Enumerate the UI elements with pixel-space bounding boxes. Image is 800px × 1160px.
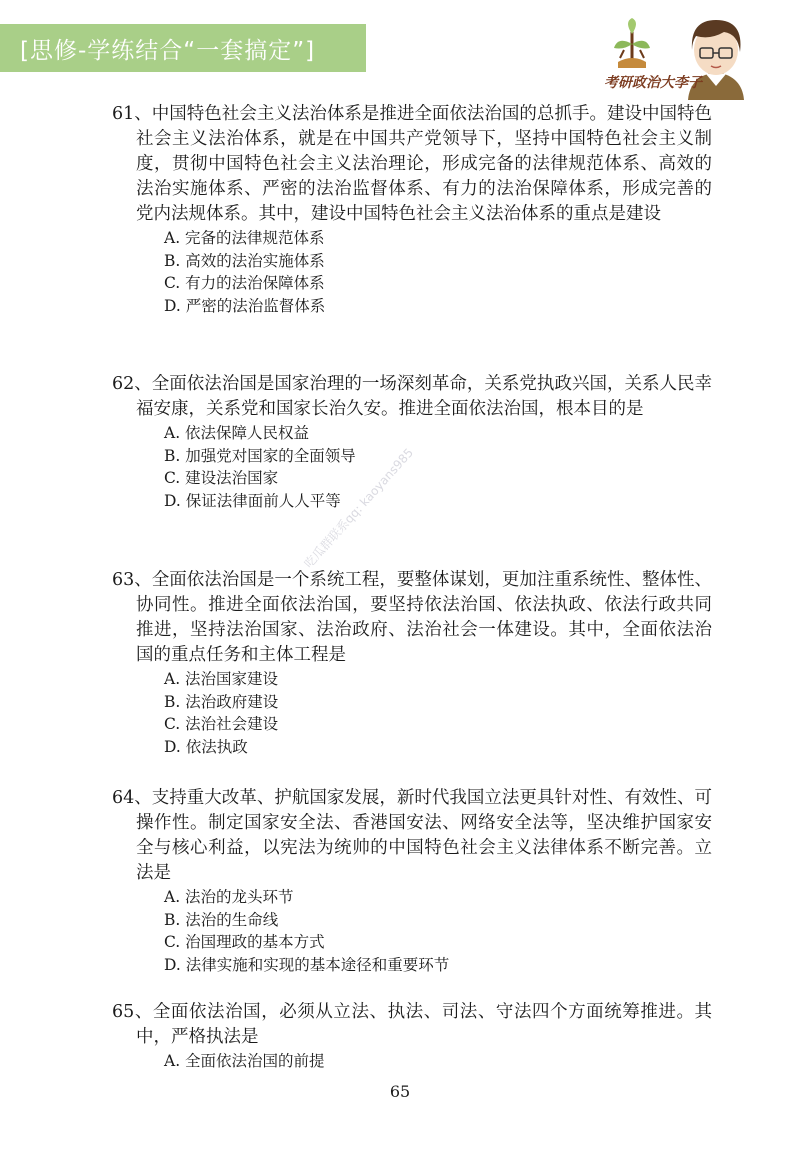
question-stem: 63、全面依法治国是一个系统工程，要整体谋划，更加注重系统性、整体性、协同性。推进全面依法治国，要坚持依法治国、依法执政、依法行政共同推进，坚持法治国家、法治政府、法治社会一体建设。其中，全面依法治国的重点任务和主体工程是	[112, 570, 712, 665]
watermark: 吃瓜群联系qq: kaoyans985	[301, 445, 417, 571]
header-title: [思修-学练结合“一套搞定”]	[20, 37, 316, 64]
question-64	[112, 786, 712, 976]
option-a: A. 法治的龙头环节	[164, 888, 294, 906]
option-a: A. 法治国家建设	[164, 670, 279, 688]
option-b: B. 法治政府建设	[164, 692, 279, 711]
option-d: D. 法律实施和实现的基本途径和重要环节	[164, 955, 450, 974]
question-stem: 64、支持重大改革、护航国家发展，新时代我国立法更具针对性、有效性、可操作性。制定国家安全法、香港国安法、网络安全法等，坚决维护国家安全与核心利益，以宪法为统帅的中国特色社会主义法律体系不断完善。立法是	[112, 788, 712, 883]
question-stem: 61、中国特色社会主义法治体系是推进全面依法治国的总抓手。建设中国特色社会主义法治体系，就是在中国共产党领导下，坚持中国特色社会主义制度，贯彻中国特色社会主义法治理论，形成完备的法律规范体系、高效的法治实施体系、严密的法治监督体系、有力的法治保障体系，形成完善的党内法规体系。其中，建设中国特色社会主义法治体系的重点是建设	[112, 104, 712, 224]
question-62	[112, 372, 712, 512]
question-61	[112, 102, 712, 317]
option-a: A. 全面依法治国的前提	[164, 1052, 325, 1070]
option-a: A. 完备的法律规范体系	[164, 229, 325, 247]
option-c: C. 有力的法治保障体系	[164, 274, 325, 292]
question-63	[112, 568, 712, 758]
page-number: 65	[389, 1082, 411, 1101]
question-65	[112, 1000, 712, 1073]
option-c: C. 法治社会建设	[164, 715, 279, 733]
option-c: C. 建设法治国家	[164, 469, 279, 487]
option-d: D. 依法执政	[164, 737, 248, 756]
option-b: B. 法治的生命线	[164, 910, 279, 929]
option-b: B. 加强党对国家的全面领导	[164, 446, 356, 465]
tree-emblem-icon	[614, 18, 650, 68]
option-d: D. 保证法律面前人人平等	[164, 491, 341, 510]
brand-logo	[588, 14, 788, 100]
question-stem: 62、全面依法治国是国家治理的一场深刻革命，关系党执政兴国，关系人民幸福安康，关系党和国家长治久安。推进全面依法治国，根本目的是	[112, 374, 712, 419]
question-stem: 65、全面依法治国，必须从立法、执法、司法、守法四个方面统筹推进。其中，严格执法是	[112, 1002, 712, 1047]
option-b: B. 高效的法治实施体系	[164, 251, 325, 270]
option-c: C. 治国理政的基本方式	[164, 933, 325, 951]
header-banner	[0, 24, 366, 72]
logo-text: 考研政治大李子	[604, 75, 702, 91]
option-d: D. 严密的法治监督体系	[164, 296, 326, 315]
option-a: A. 依法保障人民权益	[164, 424, 310, 442]
